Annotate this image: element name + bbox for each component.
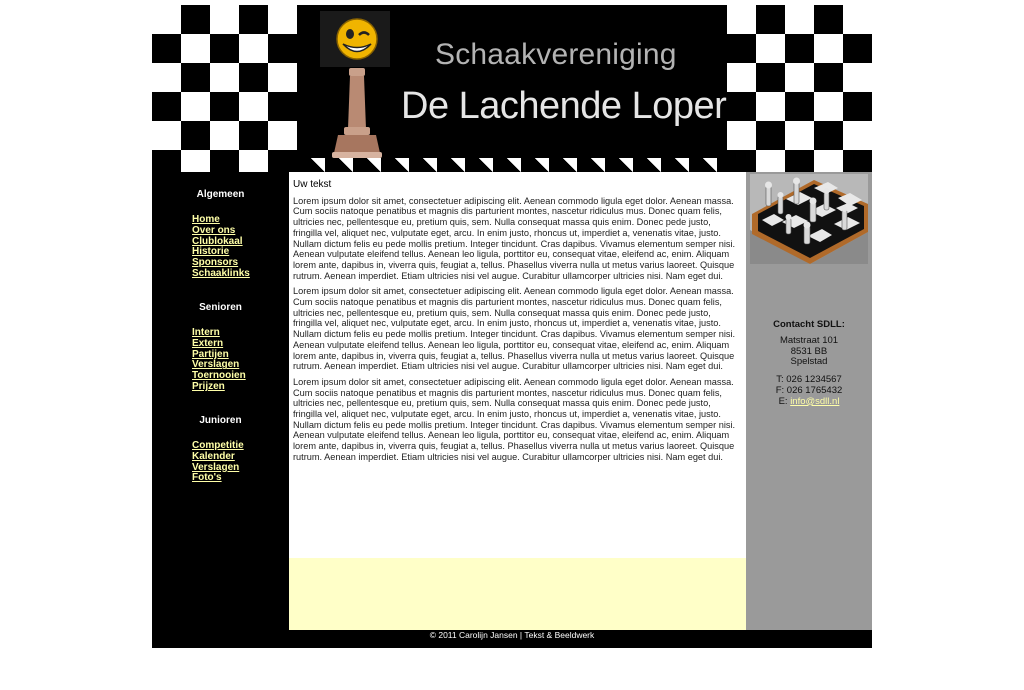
nav-link-schaaklinks[interactable]: Schaaklinks [192,267,250,279]
nav-link-home[interactable]: Home [192,214,220,225]
chessboard-image [750,174,868,264]
contact-street: Matstraat 101 [779,334,839,346]
page-container [152,5,872,648]
banner-center [297,5,727,172]
contact-postcode: 8531 BB [790,345,828,357]
nav-heading-junioren: Junioren [199,415,242,426]
contact-block [746,320,872,408]
content-footer-fill [289,558,746,630]
right-sidebar [746,172,872,630]
contact-heading: Contacht SDLL: [773,319,845,330]
footer: © 2011 Carolijn Jansen | Tekst & Beeldwerk [429,630,595,640]
content-paragraph: Lorem ipsum dolor sit amet, consectetuer adipiscing elit. Aenean commodo ligula eget dolor. Aenean massa. Cum sociis natoque penatibus et magnis dis parturient montes, nascetur ridiculus mus. Donec quam felis, ultricies nec, pellentesque eu, pretium quis, sem. Nulla consequat massa quis enim. Donec pede justo, fringilla vel, aliquet nec, vulputate eget, arcu. In enim justo, rhoncus ut, imperdiet a, venenatis vitae, justo. Nullam dictum felis eu pede mollis pretium. Integer tincidunt. Cras dapibus. Vivamus elementum semper nisi. Aenean vulputate eleifend tellus. Aenean leo ligula, porttitor eu, consequat vitae, eleifend ac, enim. Aliquam lorem ante, dapibus in, viverra quis, feugiat a, tellus. Phasellus viverra nulla ut metus varius laoreet. Quisque rutrum. Aenean imperdiet. Etiam ultricies nisi vel augue. Curabitur ullamcorper ultricies nisi. Nam eget dui. [293,376,736,462]
nav-link-verslagen-junioren[interactable]: Verslagen [192,461,240,473]
contact-city: Spelstad [790,356,828,368]
contact-email-prefix: E: [778,395,788,407]
site-title-line-1: Schaakvereniging [435,38,677,71]
site-title-line-2: De Lachende Loper [401,85,727,127]
nav-link-toernooien[interactable]: Toernooien [192,370,246,382]
nav-link-over-ons[interactable]: Over ons [192,224,236,236]
contact-email-row [746,397,872,408]
contact-fax: F: 026 1765432 [775,384,843,396]
checkerboard-right [727,5,872,172]
smiling-pawn-logo-icon [320,11,390,161]
content-paragraph: Lorem ipsum dolor sit amet, consectetuer adipiscing elit. Aenean commodo ligula eget dolor. Aenean massa. Cum sociis natoque penatibus et magnis dis parturient montes, nascetur ridiculus mus. Donec quam felis, ultricies nec, pellentesque eu, pretium quis, sem. Nulla consequat massa quis enim. Donec pede justo, fringilla vel, aliquet nec, vulputate eget, arcu. In enim justo, rhoncus ut, imperdiet a, venenatis vitae, justo. Nullam dictum felis eu pede mollis pretium. Integer tincidunt. Cras dapibus. Vivamus elementum semper nisi. Aenean vulputate eleifend tellus. Aenean leo ligula, porttitor eu, consequat vitae, eleifend ac, enim. Aliquam lorem ante, dapibus in, viverra quis, feugiat a, tellus. Phasellus viverra nulla ut metus varius laoreet. Quisque rutrum. Aenean imperdiet. Etiam ultricies nisi vel augue. Curabitur ullamcorper ultricies nisi. Nam eget dui. [293,195,736,281]
content-title: Uw tekst [293,179,332,190]
nav-link-clublokaal[interactable]: Clublokaal [192,235,243,247]
main-content [289,172,746,630]
header-banner [152,5,872,172]
content-paragraph: Lorem ipsum dolor sit amet, consectetuer adipiscing elit. Aenean commodo ligula eget dolor. Aenean massa. Cum sociis natoque penatibus et magnis dis parturient montes, nascetur ridiculus mus. Donec quam felis, ultricies nec, pellentesque eu, pretium quis, sem. Nulla consequat massa quis enim. Donec pede justo, fringilla vel, aliquet nec, vulputate eget, arcu. In enim justo, rhoncus ut, imperdiet a, venenatis vitae, justo. Nullam dictum felis eu pede mollis pretium. Integer tincidunt. Cras dapibus. Vivamus elementum semper nisi. Aenean vulputate eleifend tellus. Aenean leo ligula, porttitor eu, consequat vitae, eleifend ac, enim. Aliquam lorem ante, dapibus in, viverra quis, feugiat a, tellus. Phasellus viverra nulla ut metus varius laoreet. Quisque rutrum. Aenean imperdiet. Etiam ultricies nisi vel augue. Curabitur ullamcorper ultricies nisi. Nam eget dui. [293,286,736,372]
nav-link-intern[interactable]: Intern [192,327,220,338]
nav-link-verslagen-senioren[interactable]: Verslagen [192,359,240,371]
nav-link-extern[interactable]: Extern [192,337,224,349]
contact-phone: T: 026 1234567 [776,374,842,386]
nav-heading-senioren: Senioren [199,302,242,313]
nav-link-fotos[interactable]: Foto's [192,472,222,484]
nav-list-algemeen [192,213,250,278]
nav-link-partijen[interactable]: Partijen [192,348,229,360]
nav-link-competitie[interactable]: Competitie [192,440,244,451]
nav-list-junioren [192,439,244,482]
nav-list-senioren [192,326,246,391]
contact-email-link[interactable]: info@sdll.nl [790,395,840,407]
checkerboard-left [152,5,297,172]
nav-link-prijzen[interactable]: Prijzen [192,380,225,392]
nav-link-kalender[interactable]: Kalender [192,450,235,462]
nav-heading-algemeen: Algemeen [196,189,245,200]
nav-link-sponsors[interactable]: Sponsors [192,257,239,269]
content-body [293,180,742,468]
nav-link-historie[interactable]: Historie [192,246,230,258]
left-navigation [152,172,289,631]
